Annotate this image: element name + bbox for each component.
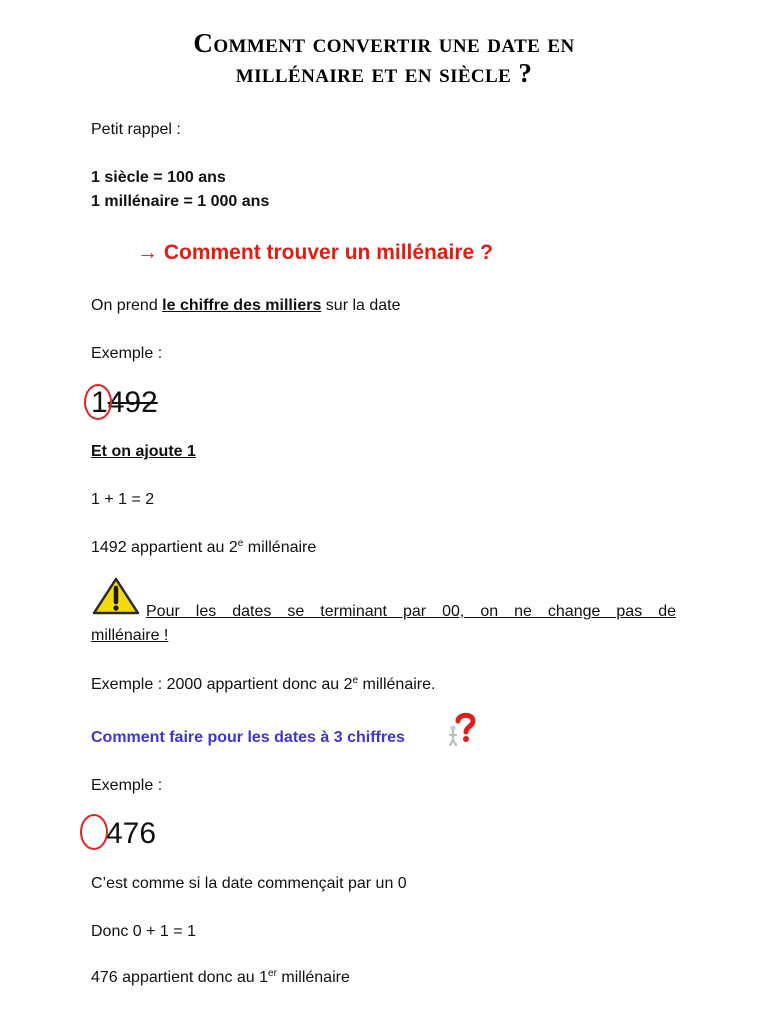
- example-label-1: Exemple :: [91, 345, 163, 362]
- explanation-zero: C’est comme si la date commençait par un 0: [91, 875, 407, 892]
- intro-label: Petit rappel :: [91, 121, 181, 138]
- result-1492-text: 1492 appartient au 2: [91, 539, 238, 556]
- example-thousands-digit: 1: [91, 386, 108, 419]
- three-digit-question: Comment faire pour les dates à 3 chiffres: [91, 729, 405, 746]
- warning-triangle-icon: [91, 576, 141, 616]
- computation-1: 1 + 1 = 2: [91, 491, 155, 508]
- computation-2: Donc 0 + 1 = 1: [91, 923, 196, 940]
- result-1492-after: millénaire: [243, 539, 317, 556]
- warning-example-after: millénaire.: [358, 676, 436, 693]
- rule-text: [91, 296, 401, 316]
- result-476: [91, 968, 350, 988]
- arrow-icon: →: [137, 241, 158, 264]
- missing-digit-circle: [80, 814, 108, 850]
- warning-example-text: Exemple : 2000 appartient donc au 2: [91, 676, 353, 693]
- document-title-line-1: Comment convertir une date en: [193, 28, 575, 58]
- question-mark-icon: [446, 710, 478, 746]
- warning-example: [91, 675, 435, 695]
- result-476-text: 476 appartient donc au 1: [91, 969, 269, 986]
- example-label-2: Exemple :: [91, 777, 163, 794]
- example-number-476: 476: [106, 817, 157, 850]
- rule-emphasis: le chiffre des milliers: [162, 297, 322, 314]
- result-1492: [91, 538, 316, 558]
- highlight-circle: [84, 384, 112, 420]
- section-heading-millennium: [137, 240, 493, 266]
- example-crossed-digits: 492: [107, 386, 158, 419]
- rule-before: On prend: [91, 297, 163, 314]
- step-add-one: Et on ajoute 1: [91, 443, 196, 460]
- warning-example-sup: e: [352, 675, 359, 686]
- result-476-after: millénaire: [276, 969, 350, 986]
- document-title-line-2: millénaire et en siècle ?: [235, 58, 533, 88]
- section-heading-text: Comment trouver un millénaire ?: [163, 241, 493, 264]
- rule-after: sur la date: [321, 297, 401, 314]
- warning-text-line-1: Pour les dates se terminant par 00, on ne change pas de: [146, 603, 676, 620]
- warning-text-line-2: millénaire !: [91, 627, 169, 644]
- fact-century: 1 siècle = 100 ans: [91, 169, 226, 186]
- result-476-sup: er: [268, 968, 277, 979]
- fact-millennium: 1 millénaire = 1 000 ans: [91, 193, 270, 210]
- result-1492-sup: e: [237, 538, 244, 549]
